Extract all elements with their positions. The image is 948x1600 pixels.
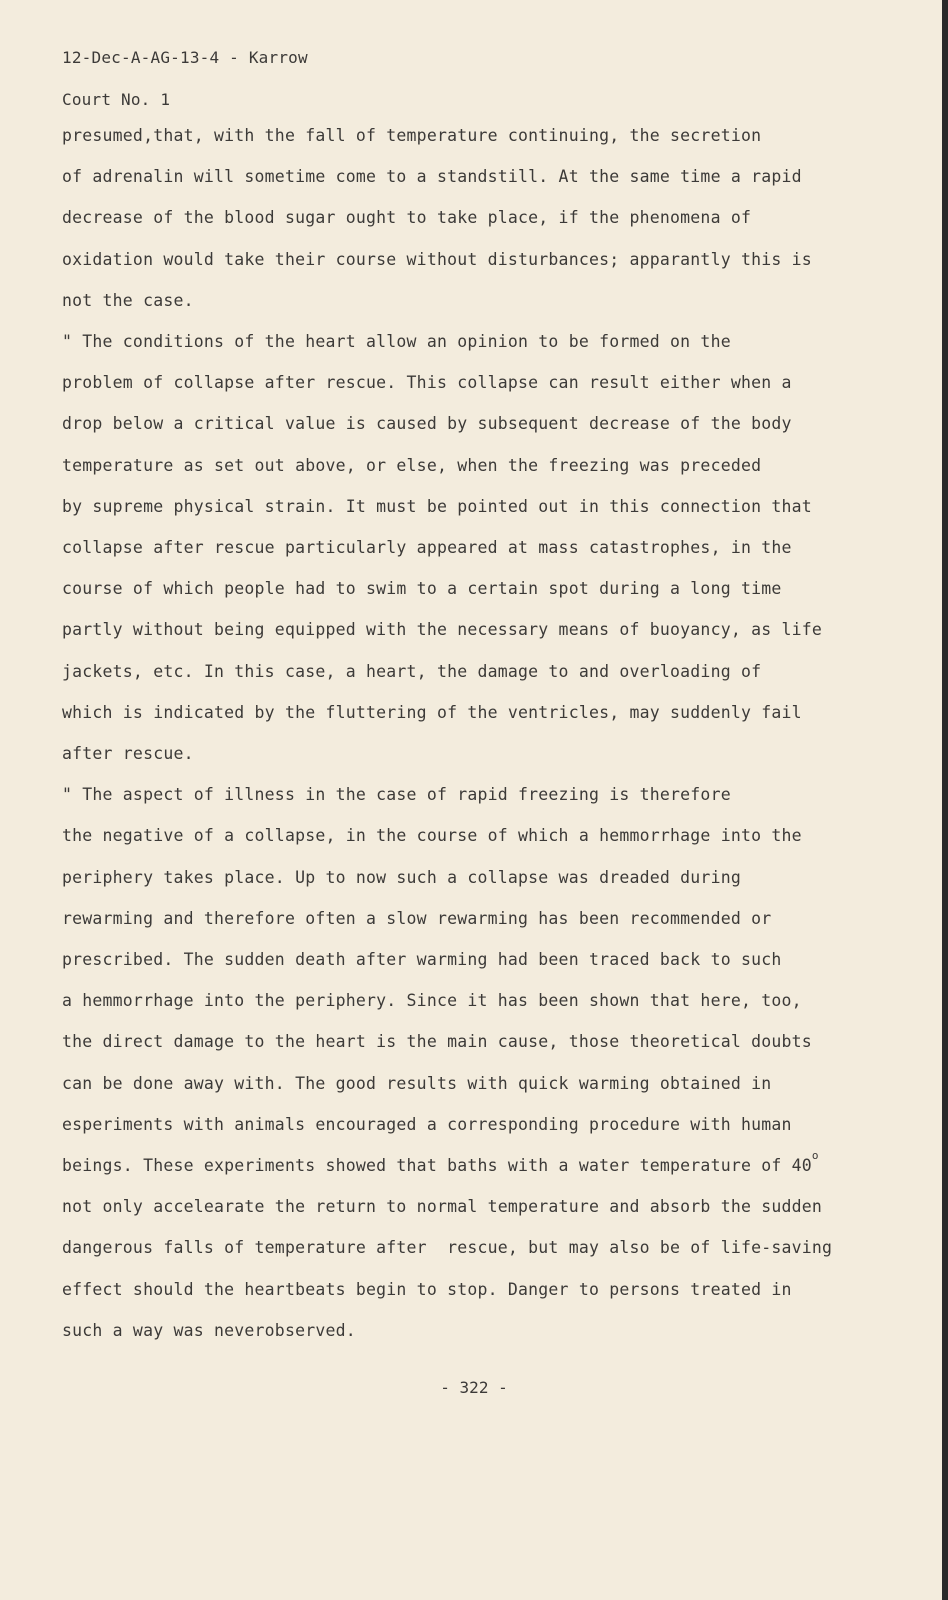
body-line: by supreme physical strain. It must be pointed out in this connection that <box>62 496 812 516</box>
body-line: partly without being equipped with the necessary means of buoyancy, as life <box>62 620 823 640</box>
body-line: effect should the heartbeats begin to stop. Danger to persons treated in <box>62 1279 792 1299</box>
body-line: course of which people had to swim to a certain spot during a long time <box>62 579 782 599</box>
body-line: problem of collapse after rescue. This collapse can result either when a <box>62 373 792 393</box>
body-line: of adrenalin will sometime come to a standstill. At the same time a rapid <box>62 167 802 187</box>
body-line: the direct damage to the heart is the main cause, those theoretical doubts <box>62 1032 812 1052</box>
body-line: rewarming and therefore often a slow rewarming has been recommended or <box>62 908 772 928</box>
body-line: prescribed. The sudden death after warming had been traced back to such <box>62 950 782 969</box>
body-line: oxidation would take their course without disturbances; apparantly this is <box>62 249 812 269</box>
body-line: decrease of the blood sugar ought to take place, if the phenomena of <box>62 208 752 228</box>
body-line: " The aspect of illness in the case of rapid freezing is therefore <box>62 785 731 805</box>
court-number: Court No. 1 <box>62 90 171 109</box>
body-line: not the case. <box>62 290 194 310</box>
page-number: - 322 - <box>440 1378 508 1397</box>
degree-mark: o <box>811 1149 819 1162</box>
body-line: beings. These experiments showed that baths with a water temperature of 40$^o$ <box>62 1149 819 1175</box>
body-line: esperiments with animals encouraged a corresponding procedure with human <box>62 1114 792 1134</box>
body-line: collapse after rescue particularly appeared at mass catastrophes, in the <box>62 538 792 557</box>
body-line: periphery takes place. Up to now such a collapse was dreaded during <box>62 867 741 887</box>
body-line: " The conditions of the heart allow an opinion to be formed on the <box>62 332 731 351</box>
body-line: temperature as set out above, or else, when the freezing was preceded <box>62 455 762 475</box>
body-line: can be done away with. The good results with quick warming obtained in <box>62 1073 772 1093</box>
body-line: after rescue. <box>62 744 194 763</box>
body-line: dangerous falls of temperature after rescue, but may also be of life-saving <box>62 1238 833 1258</box>
body-line: presumed,that, with the fall of temperature continuing, the secretion <box>62 126 762 145</box>
body-line: such a way was neverobserved. <box>62 1320 356 1340</box>
case-reference: 12-Dec-A-AG-13-4 - Karrow <box>62 48 308 67</box>
body-line: not only accelearate the return to normal temperature and absorb the sudden <box>62 1197 823 1217</box>
body-line: jackets, etc. In this case, a heart, the damage to and overloading of <box>62 661 762 681</box>
body-line: the negative of a collapse, in the course of which a hemmorrhage into the <box>62 826 802 846</box>
body-line: drop below a critical value is caused by subsequent decrease of the body <box>62 414 792 434</box>
body-line: a hemmorrhage into the periphery. Since it has been shown that here, too, <box>62 991 802 1011</box>
body-line: which is indicated by the fluttering of the ventricles, may suddenly fail <box>62 702 802 722</box>
